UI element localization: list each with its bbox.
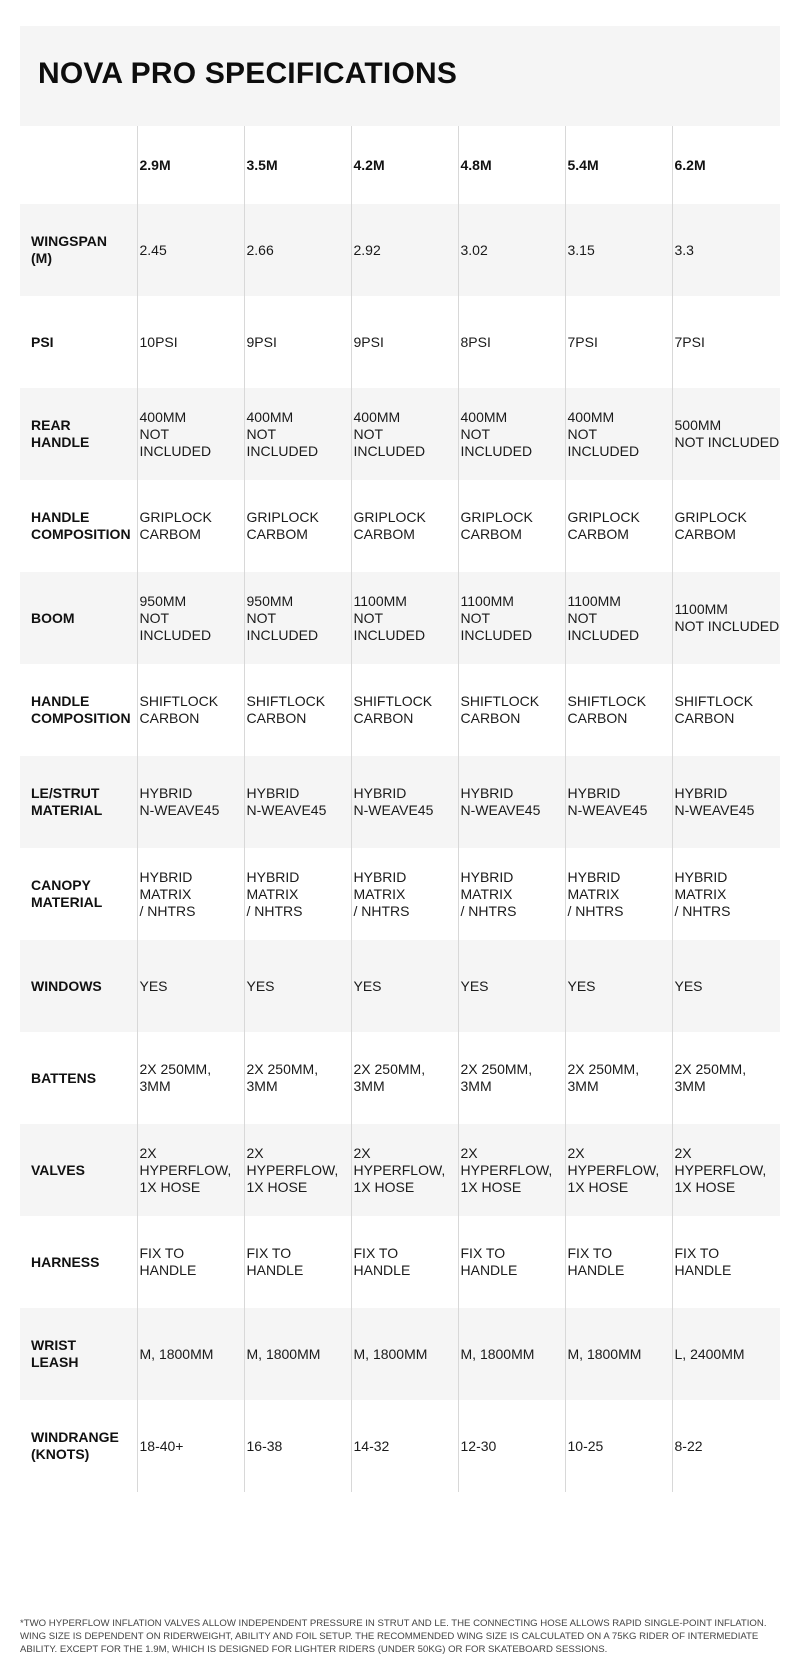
spec-rows	[20, 204, 780, 1492]
spec-row	[20, 296, 780, 388]
spec-row	[20, 480, 780, 572]
spec-value-cell: 2X HYPERFLOW, 1X HOSE	[458, 1124, 565, 1216]
spec-row	[20, 1124, 780, 1216]
spec-value-cell: YES	[137, 940, 244, 1032]
spec-row	[20, 848, 780, 940]
spec-value-cell: M, 1800MM	[565, 1308, 672, 1400]
spec-value-cell: 2.92	[351, 204, 458, 296]
spec-value-cell: HYBRID N-WEAVE45	[351, 756, 458, 848]
spec-value-cell: YES	[565, 940, 672, 1032]
spec-value-cell: 2X HYPERFLOW, 1X HOSE	[351, 1124, 458, 1216]
title-banner	[20, 26, 780, 126]
spec-row	[20, 664, 780, 756]
size-header: 5.4M	[565, 126, 672, 204]
spec-row-label	[20, 1124, 137, 1216]
spec-value-cell: 18-40+	[137, 1400, 244, 1492]
spec-value-cell: SHIFTLOCK CARBON	[351, 664, 458, 756]
spec-row	[20, 756, 780, 848]
spec-value-cell: 1100MM NOT INCLUDED	[351, 572, 458, 664]
spec-label-text: LE/STRUT MATERIAL	[31, 785, 103, 818]
spec-value-cell: 400MM NOT INCLUDED	[137, 388, 244, 480]
spec-row-label	[20, 1216, 137, 1308]
spec-value-cell: SHIFTLOCK CARBON	[672, 664, 780, 756]
spec-value-cell: 2X 250MM, 3MM	[244, 1032, 351, 1124]
spec-value-cell: SHIFTLOCK CARBON	[565, 664, 672, 756]
spec-row-label	[20, 664, 137, 756]
spec-value-cell: 400MM NOT INCLUDED	[351, 388, 458, 480]
spec-value-cell: YES	[351, 940, 458, 1032]
spec-row	[20, 388, 780, 480]
spec-value-cell: 9PSI	[244, 296, 351, 388]
spec-value-cell: 10PSI	[137, 296, 244, 388]
spec-label-text: WINDOWS	[31, 977, 102, 994]
spec-row	[20, 204, 780, 296]
spec-value-cell: 2.66	[244, 204, 351, 296]
spec-value-cell: HYBRID MATRIX / NHTRS	[458, 848, 565, 940]
spec-row	[20, 1032, 780, 1124]
spec-value-cell: 2X HYPERFLOW, 1X HOSE	[137, 1124, 244, 1216]
spec-value-cell: HYBRID MATRIX / NHTRS	[137, 848, 244, 940]
spec-row	[20, 940, 780, 1032]
spec-value-cell: 2X HYPERFLOW, 1X HOSE	[672, 1124, 780, 1216]
spec-value-cell: 8-22	[672, 1400, 780, 1492]
size-header: 4.2M	[351, 126, 458, 204]
spec-value-cell: 16-38	[244, 1400, 351, 1492]
spec-value-cell: 1100MM NOT INCLUDED	[565, 572, 672, 664]
spec-value-cell: 2X 250MM, 3MM	[672, 1032, 780, 1124]
spec-row-label	[20, 572, 137, 664]
spec-value-cell: 950MM NOT INCLUDED	[244, 572, 351, 664]
spec-label-text: PSI	[31, 333, 54, 350]
spec-row-label	[20, 388, 137, 480]
spec-row-label	[20, 1400, 137, 1492]
spec-value-cell: SHIFTLOCK CARBON	[137, 664, 244, 756]
spec-value-cell: GRIPLOCK CARBOM	[351, 480, 458, 572]
spec-value-cell: YES	[244, 940, 351, 1032]
specifications-table	[20, 126, 780, 1492]
spec-value-cell: FIX TO HANDLE	[351, 1216, 458, 1308]
spec-value-cell: HYBRID N-WEAVE45	[458, 756, 565, 848]
spec-row-label	[20, 480, 137, 572]
spec-value-cell: 3.15	[565, 204, 672, 296]
spec-value-cell: GRIPLOCK CARBOM	[565, 480, 672, 572]
spec-value-cell: 2X 250MM, 3MM	[351, 1032, 458, 1124]
spec-label-text: VALVES	[31, 1161, 85, 1178]
spec-value-cell: HYBRID N-WEAVE45	[137, 756, 244, 848]
spec-value-cell: HYBRID MATRIX / NHTRS	[244, 848, 351, 940]
spec-value-cell: HYBRID MATRIX / NHTRS	[351, 848, 458, 940]
spec-value-cell: 950MM NOT INCLUDED	[137, 572, 244, 664]
spec-value-cell: 2X 250MM, 3MM	[565, 1032, 672, 1124]
spec-value-cell: 500MM NOT INCLUDED	[672, 388, 780, 480]
spec-value-cell: FIX TO HANDLE	[244, 1216, 351, 1308]
page-title: NOVA PRO SPECIFICATIONS	[38, 57, 458, 90]
spec-value-cell: 14-32	[351, 1400, 458, 1492]
size-header: 4.8M	[458, 126, 565, 204]
spec-label-text: WINGSPAN (M)	[31, 233, 107, 266]
spec-value-cell: 400MM NOT INCLUDED	[244, 388, 351, 480]
spec-value-cell: 3.3	[672, 204, 780, 296]
spec-value-cell: YES	[672, 940, 780, 1032]
spec-value-cell: 400MM NOT INCLUDED	[565, 388, 672, 480]
spec-value-cell: 10-25	[565, 1400, 672, 1492]
spec-value-cell: HYBRID MATRIX / NHTRS	[565, 848, 672, 940]
spec-value-cell: HYBRID MATRIX / NHTRS	[672, 848, 780, 940]
spec-label-text: REAR HANDLE	[31, 417, 90, 450]
spec-label-text: WINDRANGE (KNOTS)	[31, 1429, 119, 1462]
spec-value-cell: 1100MM NOT INCLUDED	[672, 572, 780, 664]
spec-value-cell: L, 2400MM	[672, 1308, 780, 1400]
spec-value-cell: GRIPLOCK CARBOM	[137, 480, 244, 572]
spec-value-cell: 2X HYPERFLOW, 1X HOSE	[565, 1124, 672, 1216]
spec-value-cell: 2X 250MM, 3MM	[458, 1032, 565, 1124]
spec-row	[20, 1216, 780, 1308]
spec-value-cell: HYBRID N-WEAVE45	[565, 756, 672, 848]
spec-value-cell: 7PSI	[565, 296, 672, 388]
spec-value-cell: HYBRID N-WEAVE45	[672, 756, 780, 848]
spec-value-cell: YES	[458, 940, 565, 1032]
spec-row	[20, 572, 780, 664]
spec-label-text: BATTENS	[31, 1069, 97, 1086]
spec-value-cell: 12-30	[458, 1400, 565, 1492]
spec-row-label	[20, 940, 137, 1032]
spec-label-text: HARNESS	[31, 1253, 100, 1270]
spec-value-cell: M, 1800MM	[351, 1308, 458, 1400]
spec-row-label	[20, 1032, 137, 1124]
spec-value-cell: M, 1800MM	[458, 1308, 565, 1400]
size-header: 6.2M	[672, 126, 780, 204]
spec-value-cell: 8PSI	[458, 296, 565, 388]
spec-label-text: HANDLE COMPOSITION	[31, 693, 131, 726]
spec-label-text: CANOPY MATERIAL	[31, 877, 103, 910]
size-header: 3.5M	[244, 126, 351, 204]
spec-label-text: WRIST LEASH	[31, 1337, 79, 1370]
spec-row-label	[20, 848, 137, 940]
spec-label-text: HANDLE COMPOSITION	[31, 509, 131, 542]
spec-value-cell: 1100MM NOT INCLUDED	[458, 572, 565, 664]
spec-value-cell: FIX TO HANDLE	[458, 1216, 565, 1308]
spec-value-cell: SHIFTLOCK CARBON	[458, 664, 565, 756]
spec-value-cell: GRIPLOCK CARBOM	[672, 480, 780, 572]
spec-value-cell: 3.02	[458, 204, 565, 296]
spec-value-cell: M, 1800MM	[137, 1308, 244, 1400]
footnote: *TWO HYPERFLOW INFLATION VALVES ALLOW INDEPENDENT PRESSURE IN STRUT AND LE. THE CONNECTING HOSE ALLOWS RAPID SINGLE-POINT INFLATION. WING SIZE IS DEPENDENT ON RIDERWEIGHT, ABILITY AND FOIL SETUP. THE RECOMMENDED WING SIZE IS CALCULATED ON A 75KG RIDER OF INTERMEDIATE ABILITY. EXCEPT FOR THE 1.9M, WHICH IS DESIGNED FOR LIGHTER RIDERS (UNDER 50KG) OR FOR SKATEBOARD SESSIONS.	[20, 1618, 767, 1655]
spec-row-label	[20, 1308, 137, 1400]
spec-value-cell: 400MM NOT INCLUDED	[458, 388, 565, 480]
spec-value-cell: SHIFTLOCK CARBON	[244, 664, 351, 756]
spec-value-cell: 2X 250MM, 3MM	[137, 1032, 244, 1124]
spec-row	[20, 1400, 780, 1492]
spec-row-label	[20, 204, 137, 296]
table-corner-cell	[20, 126, 137, 204]
spec-value-cell: HYBRID N-WEAVE45	[244, 756, 351, 848]
spec-value-cell: 7PSI	[672, 296, 780, 388]
spec-label-text: BOOM	[31, 609, 75, 626]
spec-value-cell: FIX TO HANDLE	[565, 1216, 672, 1308]
size-header: 2.9M	[137, 126, 244, 204]
spec-value-cell: 9PSI	[351, 296, 458, 388]
spec-value-cell: FIX TO HANDLE	[672, 1216, 780, 1308]
spec-value-cell: FIX TO HANDLE	[137, 1216, 244, 1308]
size-header-row	[20, 126, 780, 204]
spec-row-label	[20, 296, 137, 388]
spec-row	[20, 1308, 780, 1400]
spec-value-cell: 2.45	[137, 204, 244, 296]
spec-value-cell: M, 1800MM	[244, 1308, 351, 1400]
spec-value-cell: GRIPLOCK CARBOM	[458, 480, 565, 572]
spec-value-cell: 2X HYPERFLOW, 1X HOSE	[244, 1124, 351, 1216]
spec-row-label	[20, 756, 137, 848]
spec-value-cell: GRIPLOCK CARBOM	[244, 480, 351, 572]
